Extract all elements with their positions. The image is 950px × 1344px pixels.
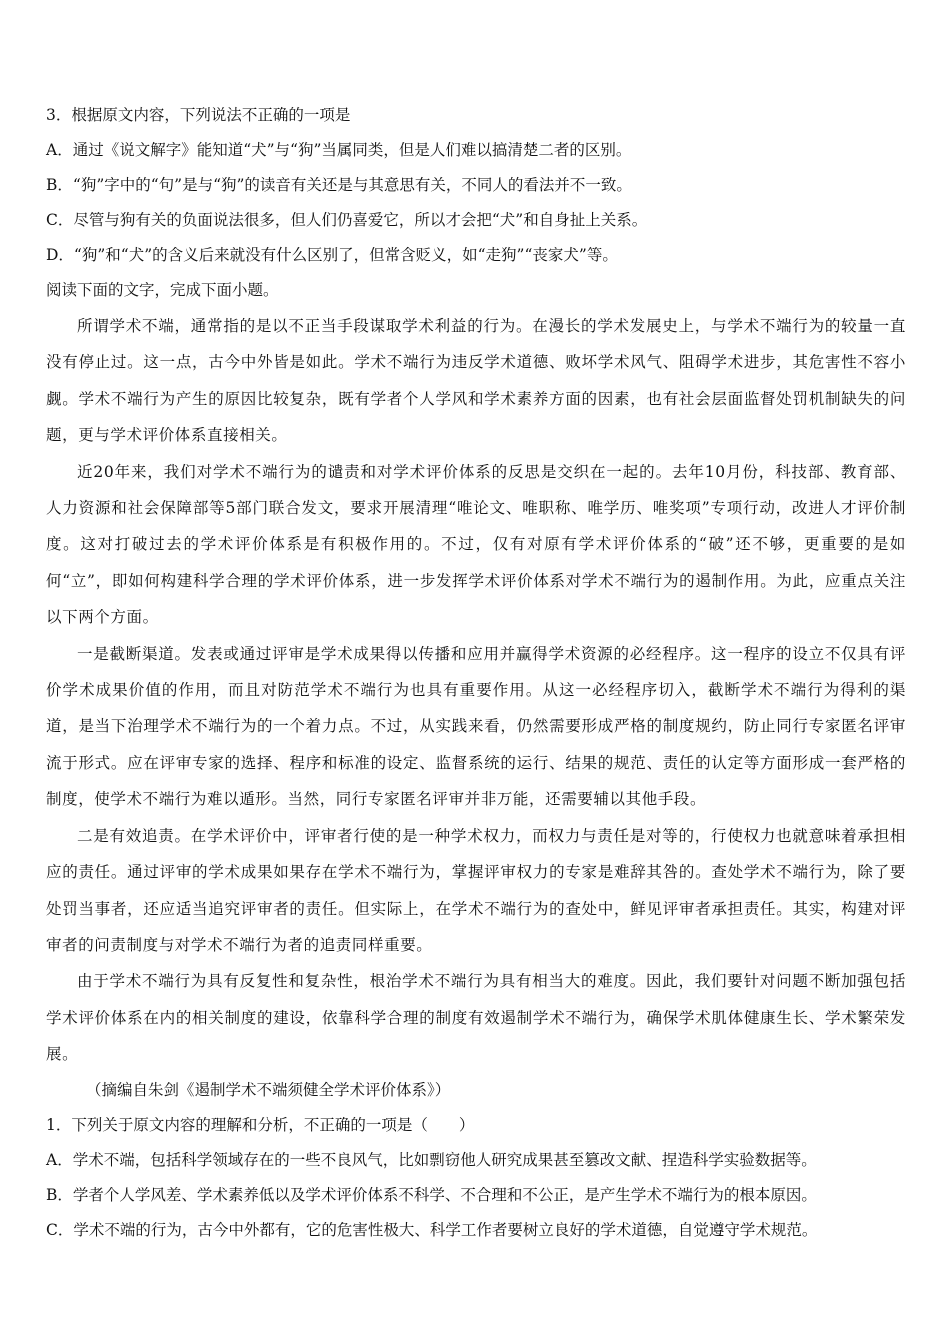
- article-paragraph-2: 近20年来，我们对学术不端行为的谴责和对学术评价体系的反思是交织在一起的。去年10月份，科技部、教育部、人力资源和社会保障部等5部门联合发文，要求开展清理“唯论文、唯职称、唯学历、唯奖项”专项行动，改进人才评价制度。这对打破过去的学术评价体系是有积极作用的。不过，仅有对原有学术评价体系的“破”还不够，更重要的是如何“立”，即如何构建科学合理的学术评价体系，进一步发挥学术评价体系对学术不端行为的遏制作用。为此，应重点关注以下两个方面。: [46, 462, 906, 627]
- q3-option-b: B．“狗”字中的“句”是与“狗”的读音有关还是与其意思有关，不同人的看法并不一致。: [46, 176, 632, 194]
- q3-option-a: A．通过《说文解字》能知道“犬”与“狗”当属同类，但是人们难以搞清楚二者的区别。: [46, 141, 632, 159]
- q3-stem: 3．根据原文内容，下列说法不正确的一项是: [46, 106, 351, 124]
- article-paragraph-4: 二是有效追责。在学术评价中，评审者行使的是一种学术权力，而权力与责任是对等的，行使权力也就意味着承担相应的责任。通过评审的学术成果如果存在学术不端行为，掌握评审权力的专家是难辞其咎的。查处学术不端行为，除了要处罚当事者，还应适当追究评审者的责任。但实际上，在学术不端行为的查处中，鲜见评审者承担责任。其实，构建对评审者的问责制度与对学术不端行为者的追责同样重要。: [46, 826, 906, 954]
- q1-option-b: B．学者个人学风差、学术素养低以及学术评价体系不科学、不合理和不公正，是产生学术不端行为的根本原因。: [46, 1185, 817, 1204]
- article-paragraph-5: 由于学术不端行为具有反复性和复杂性，根治学术不端行为具有相当大的难度。因此，我们要针对问题不断加强包括学术评价体系在内的相关制度的建设，依靠科学合理的制度有效遏制学术不端行为，确保学术肌体健康生长、学术繁荣发展。: [46, 972, 906, 1064]
- q1-option-c: C．学术不端的行为，古今中外都有，它的危害性极大、科学工作者要树立良好的学术道德，自觉遵守学术规范。: [46, 1220, 818, 1239]
- q3-option-c: C．尽管与狗有关的负面说法很多，但人们仍喜爱它，所以才会把“犬”和自身扯上关系。: [46, 211, 648, 229]
- article-paragraph-1: 所谓学术不端，通常指的是以不正当手段谋取学术利益的行为。在漫长的学术发展史上，与学术不端行为的较量一直没有停止过。这一点，古今中外皆是如此。学术不端行为违反学术道德、败坏学术风气、阻碍学术进步，其危害性不容小觑。学术不端行为产生的原因比较复杂，既有学者个人学风和学术素养方面的因素，也有社会层面监督处罚机制缺失的问题，更与学术评价体系直接相关。: [46, 317, 906, 445]
- exam-page: [46, 98, 906, 1248]
- reading-instruction: 阅读下面的文字，完成下面小题。: [46, 281, 279, 299]
- q3-option-d: D．“狗”和“犬”的含义后来就没有什么区别了，但常含贬义，如“走狗”“丧家犬”等。: [46, 246, 618, 264]
- article-paragraph-3: 一是截断渠道。发表或通过评审是学术成果得以传播和应用并赢得学术资源的必经程序。这一程序的设立不仅具有评价学术成果价值的作用，而且对防范学术不端行为也具有重要作用。从这一必经程序切入，截断学术不端行为得利的渠道，是当下治理学术不端行为的一个着力点。不过，从实践来看，仍然需要形成严格的制度规约，防止同行专家匿名评审流于形式。应在评审专家的选择、程序和标准的设定、监督系统的运行、结果的规范、责任的认定等方面形成一套严格的制度，使学术不端行为难以遁形。当然，同行专家匿名评审并非万能，还需要辅以其他手段。: [46, 644, 906, 809]
- q1-stem: 1．下列关于原文内容的理解和分析，不正确的一项是（ ）: [46, 1115, 475, 1134]
- article-source: （摘编自朱剑《遏制学术不端须健全学术评价体系》）: [86, 1080, 451, 1099]
- q1-option-a: A．学术不端，包括科学领域存在的一些不良风气，比如剽窃他人研究成果甚至篡改文献、捏造科学实验数据等。: [46, 1150, 817, 1169]
